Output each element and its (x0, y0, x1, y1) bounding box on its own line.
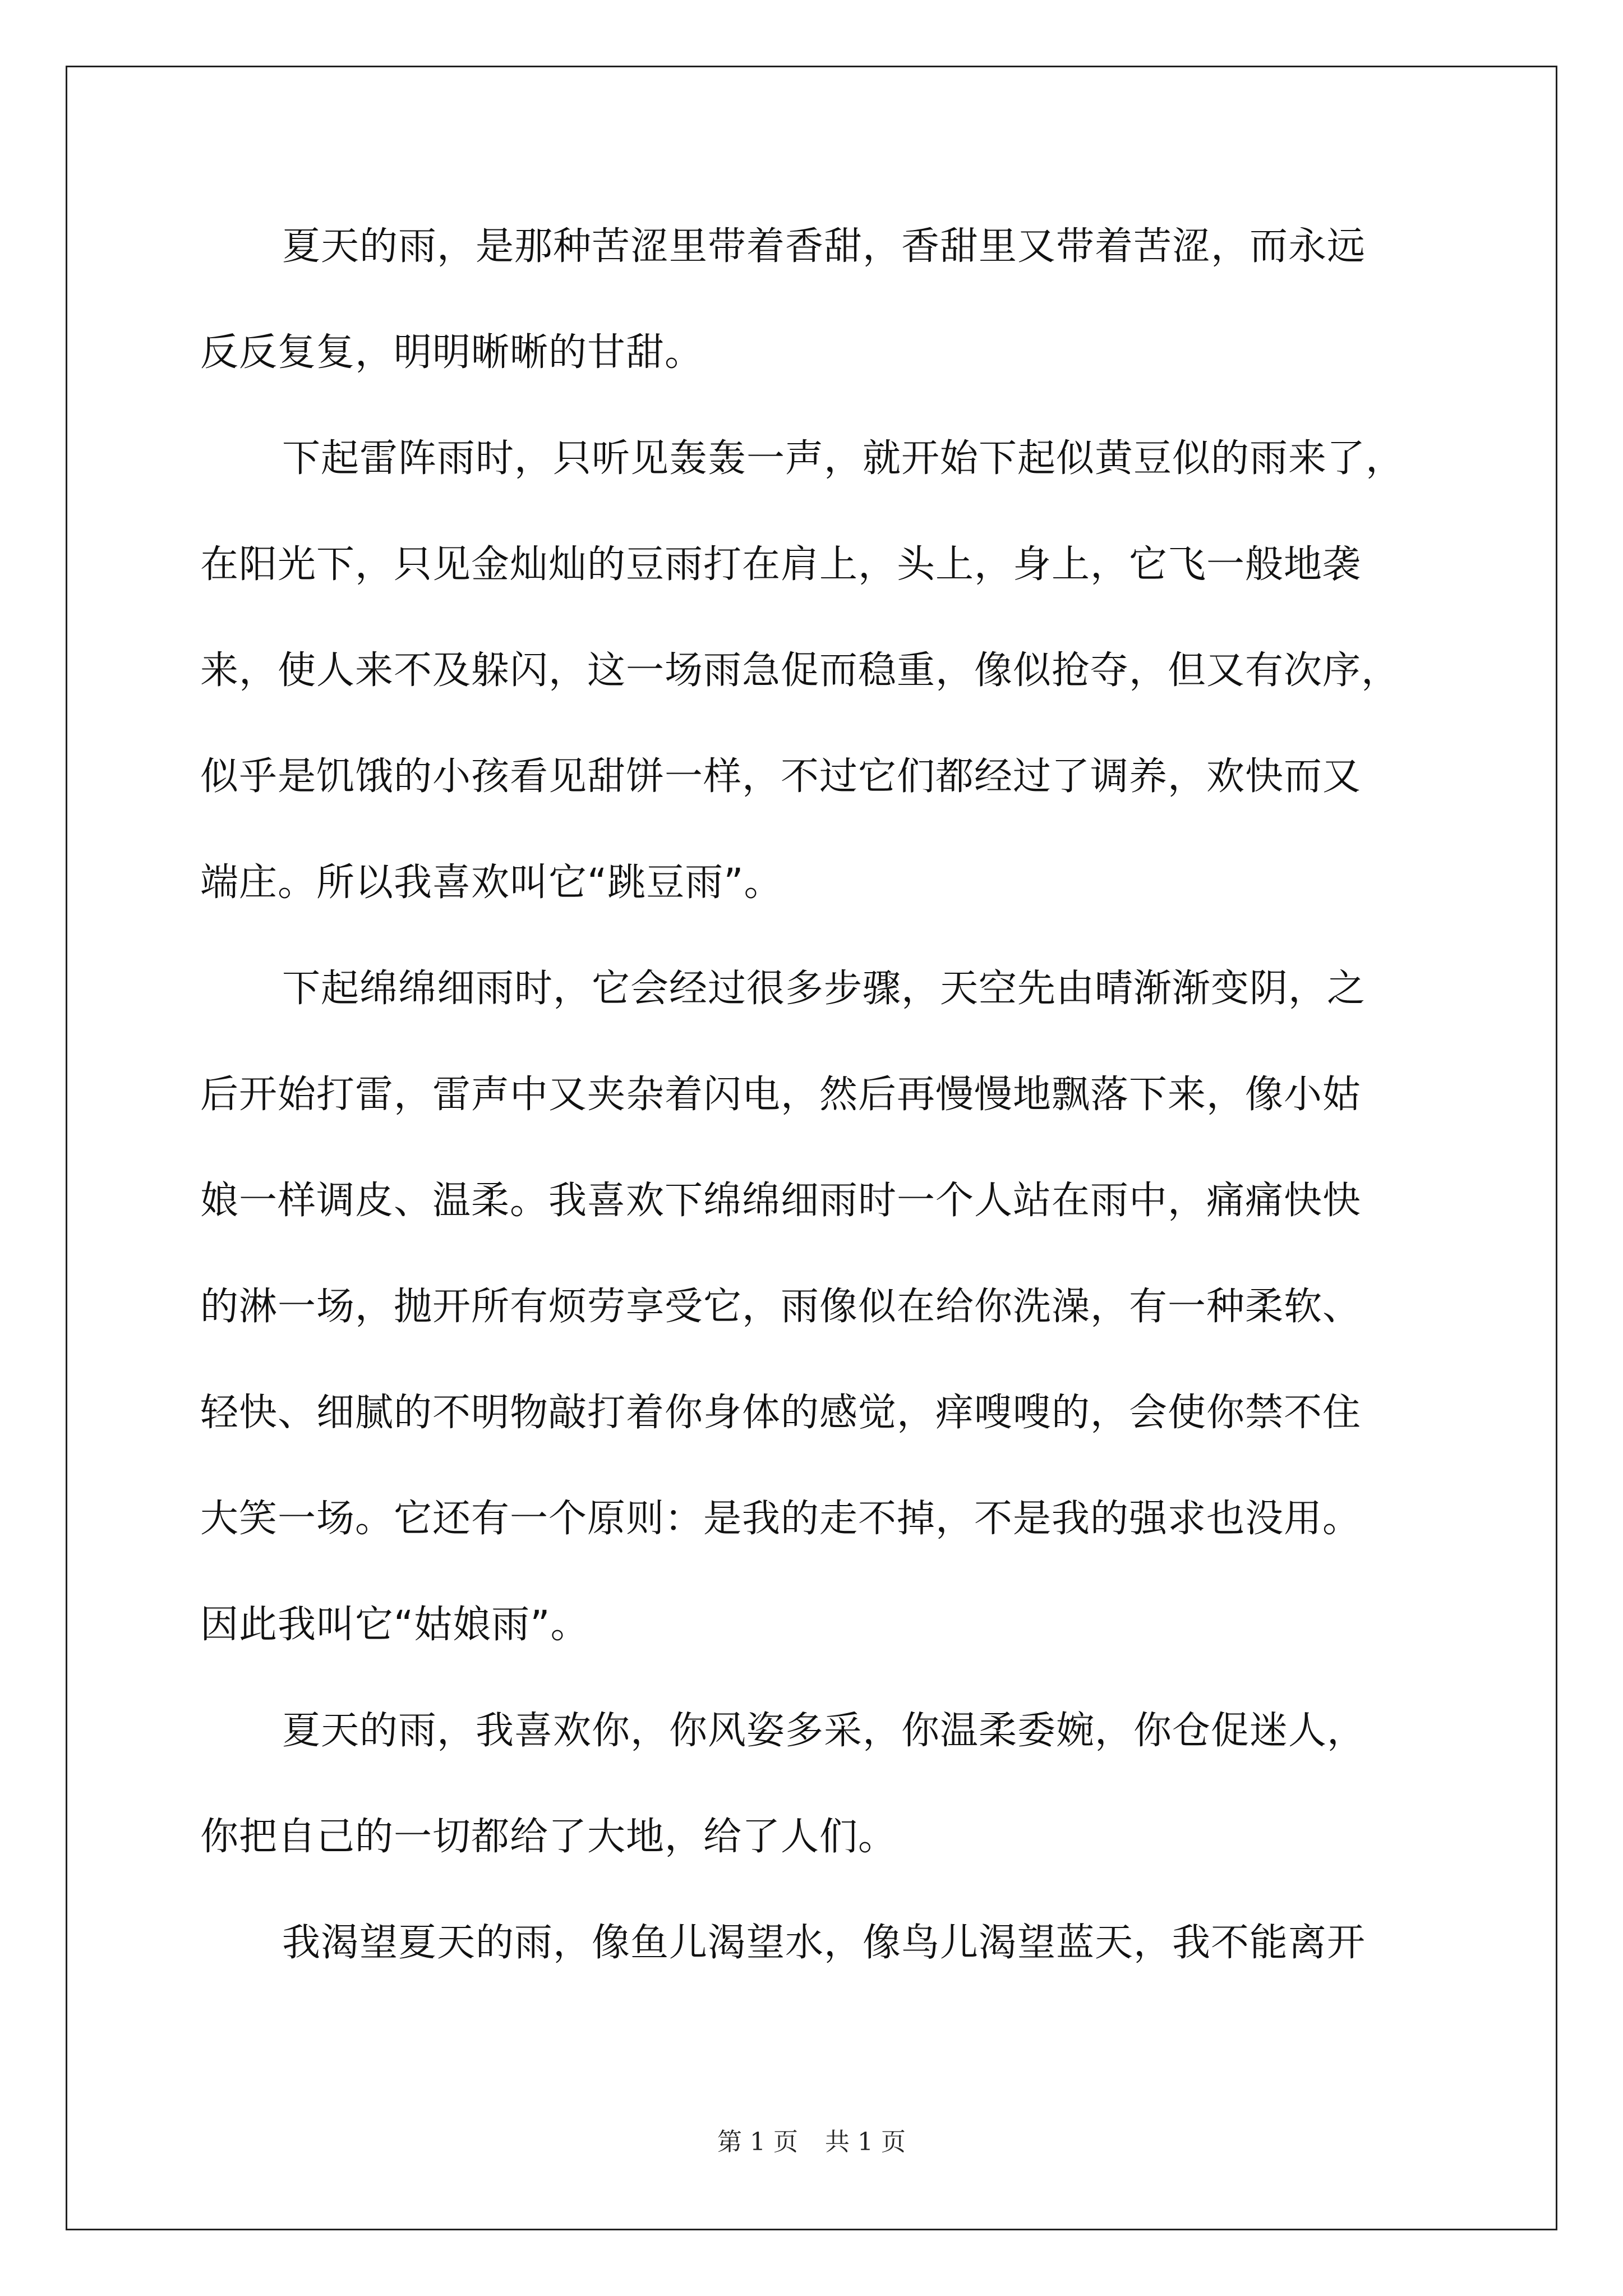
text-line: 轻快、细腻的不明物敲打着你身体的感觉，痒嗖嗖的，会使你禁不住 (200, 1391, 1362, 1435)
text-line: 因此我叫它“姑娘雨”。 (200, 1603, 589, 1647)
page-footer (0, 2122, 1623, 2157)
text-line: 来，使人来不及躲闪，这一场雨急促而稳重，像似抢夺，但又有次序， (200, 648, 1400, 693)
text-line: 夏天的雨，是那种苦涩里带着香甜，香甜里又带着苦涩，而永远 (282, 224, 1366, 269)
page-number: 第 1 页 (717, 2128, 798, 2156)
page-total: 共 1 页 (825, 2128, 906, 2156)
text-line: 似乎是饥饿的小孩看见甜饼一样，不过它们都经过了调养，欢快而又 (200, 754, 1362, 799)
text-line: 下起雷阵雨时，只听见轰轰一声，就开始下起似黄豆似的雨来了， (282, 436, 1405, 481)
text-line: 下起绵绵细雨时，它会经过很多步骤，天空先由晴渐渐变阴，之 (282, 967, 1366, 1011)
text-line: 你把自己的一切都给了大地，给了人们。 (200, 1815, 897, 1859)
text-line: 反反复复，明明晰晰的甘甜。 (200, 330, 704, 375)
document-body (200, 213, 1434, 2016)
text-line: 夏天的雨，我喜欢你，你风姿多采，你温柔委婉，你仓促迷人， (282, 1709, 1366, 1753)
text-line: 娘一样调皮、温柔。我喜欢下绵绵细雨时一个人站在雨中，痛痛快快 (200, 1179, 1362, 1223)
text-line: 我渴望夏天的雨，像鱼儿渴望水，像鸟儿渴望蓝天，我不能离开 (282, 1921, 1366, 1965)
text-line: 在阳光下，只见金灿灿的豆雨打在肩上，头上，身上，它飞一般地袭 (200, 542, 1362, 587)
text-line: 后开始打雷，雷声中又夹杂着闪电，然后再慢慢地飘落下来，像小姑 (200, 1073, 1362, 1117)
text-line: 大笑一场。它还有一个原则：是我的走不掉，不是我的强求也没用。 (200, 1497, 1362, 1541)
text-line: 端庄。所以我喜欢叫它“跳豆雨”。 (200, 861, 783, 905)
text-line: 的淋一场，抛开所有烦劳享受它，雨像似在给你洗澡，有一种柔软、 (200, 1285, 1362, 1329)
